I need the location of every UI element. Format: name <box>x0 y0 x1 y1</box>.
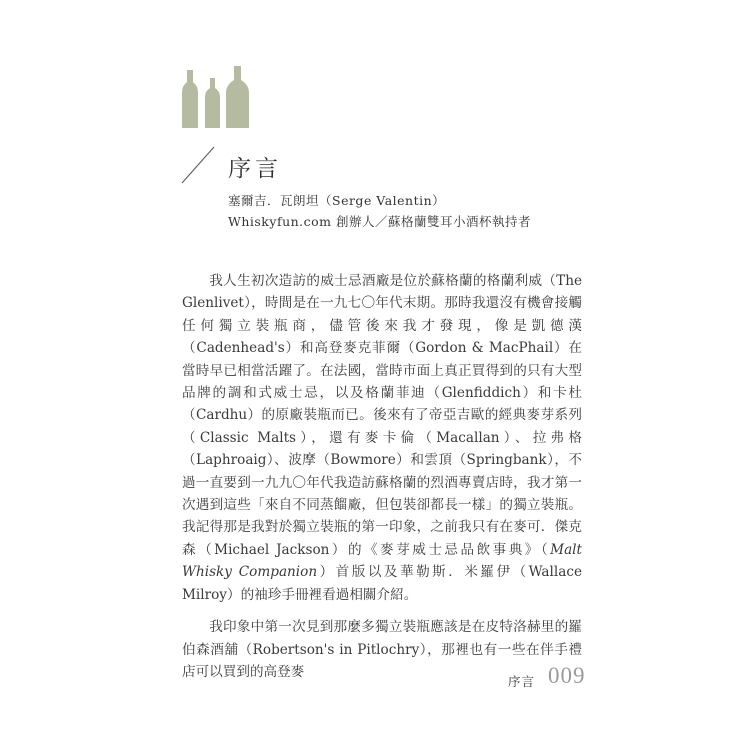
page-number: 009 <box>548 663 586 688</box>
paragraph-1-part-a: 我人生初次造訪的威士忌酒廠是位於蘇格蘭的格蘭利威（The Glenlivet），時間是在一九七〇年代末期。那時我還沒有機會接觸任何獨立裝瓶商，儘管後來我才發現，像是凱德漢（Cadenhead's）和高登麥克菲爾（Gordon & MacPhail）在當時早已相當活躍了。在法國，當時市面上真正買得到的只有大型品牌的調和式威士忌，以及格蘭菲迪（Glenfiddich）和卡杜（Cardhu）的原廠裝瓶而已。後來有了帝亞吉歐的經典麥芽系列（Classic Malts），還有麥卡倫（Macallan）、拉弗格（Laphroaig）、波摩（Bowmore）和雲頂（Springbank），不過一直要到一九九〇年代我造訪蘇格蘭的烈酒專賣店時，我才第一次遇到這些「來自不同蒸餾廠，但包裝卻都長一樣」的獨立裝瓶。我記得那是我對於獨立裝瓶的第一印象，之前我只有在麥可．傑克森（Michael Jackson）的《麥芽威士忌品飲事典》（ <box>182 273 582 558</box>
wine-bottles-icon <box>170 66 260 128</box>
author-name: 塞爾吉．瓦朗坦（Serge Valentin） <box>228 193 446 208</box>
book-title-italic: Malt Whisky Companion <box>182 541 582 581</box>
paragraph-1-part-b: ）首版以及華勒斯．米羅伊（Wallace Milroy）的袖珍手冊裡看過相關介紹。 <box>182 564 582 603</box>
author-block <box>228 190 531 232</box>
paragraph-1 <box>182 270 582 606</box>
diagonal-slash-icon <box>178 145 218 185</box>
bottle-left <box>182 70 198 128</box>
bottle-middle <box>205 78 220 128</box>
footer-section-label: 序言 <box>508 674 536 689</box>
paragraph-2: 我印象中第一次見到那麼多獨立裝瓶應該是在皮特洛赫里的羅伯森酒舖（Robertson's in Pitlochry），那裡也有一些在伴手禮店可以買到的高登麥 <box>182 619 582 680</box>
body-text <box>182 270 582 693</box>
bottle-right <box>226 66 249 128</box>
chapter-title: 序言 <box>228 156 282 182</box>
author-affiliation: Whiskyfun.com 創辦人／蘇格蘭雙耳小酒杯執持者 <box>228 214 532 229</box>
